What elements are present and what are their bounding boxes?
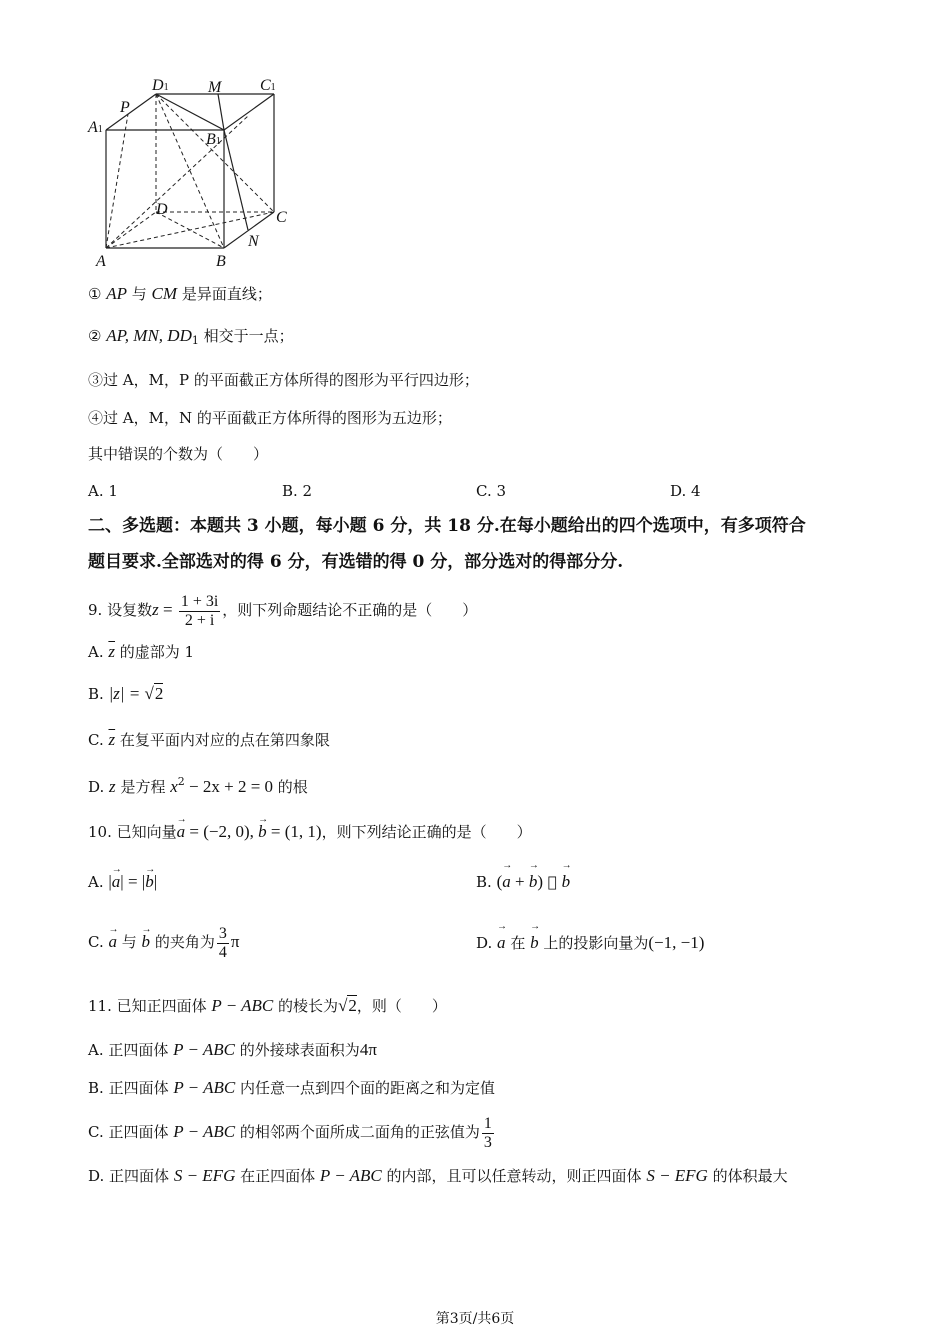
q11-fraction: $\frac{1}{3}$ xyxy=(483,1114,492,1151)
q9-stem: 9. 设复数z = $\frac{1 + 3i}{2 + i}$ ，则下列命题结论不正确的是（ ） xyxy=(88,592,478,629)
q9-option-c: C. $\overline{z}$ 在复平面内对应的点在第四象限 xyxy=(88,730,330,749)
q9-option-b: B. |z| = √2 xyxy=(88,684,164,703)
label-N: N xyxy=(248,233,259,250)
label-P: P xyxy=(120,99,130,116)
section-heading-line-2: 题目要求.全部选对的得 6 分，有选错的得 0 分，部分选对的得部分分. xyxy=(88,552,624,572)
cube-figure xyxy=(80,72,300,272)
label-C: C xyxy=(276,209,287,226)
label-C1: C1 xyxy=(260,77,276,94)
q8-option-d: D. 4 xyxy=(670,482,701,500)
page-footer: 第3页/共6页 xyxy=(435,1311,515,1327)
q11-option-a: A. 正四面体 P − ABC 的外接球表面积为4π xyxy=(88,1040,377,1059)
q8-item-1: ① AP 与 CM 是异面直线； xyxy=(88,284,272,303)
q8-option-c: C. 3 xyxy=(476,482,507,500)
q11-option-b: B. 正四面体 P − ABC 内任意一点到四个面的距离之和为定值 xyxy=(88,1078,495,1097)
q11-option-d: D. 正四面体 S − EFG 在正四面体 P − ABC 的内部，且可以任意转动，则正四面体 S − EFG 的体积最大 xyxy=(88,1166,788,1185)
q10-option-d: D. → a 在 → b 上的投影向量为(−1, −1) xyxy=(476,932,704,953)
label-M: M xyxy=(208,79,222,96)
q8-prompt: 其中错误的个数为（ ） xyxy=(88,445,269,463)
section-heading-line-1: 二、多选题：本题共 3 小题，每小题 6 分，共 18 分.在每小题给出的四个选项中，有多项符合 xyxy=(88,516,806,536)
q8-option-b: B. 2 xyxy=(282,482,313,500)
q8-option-a: A. 1 xyxy=(88,482,118,500)
q10-option-b: B. (→ a + → b) → b xyxy=(476,872,570,892)
q8-item-4: ④过 A，M，N 的平面截正方体所得的图形为五边形； xyxy=(88,409,452,427)
label-D: D xyxy=(156,201,168,218)
q10-stem: 10. 已知向量→ a = (−2, 0), → b = (1, 1)，则下列结论正确的是（ ） xyxy=(88,822,532,842)
section-heading xyxy=(88,508,868,580)
q9-option-a: A. $\overline{z}$ 的虚部为 1 xyxy=(88,642,195,661)
label-A1: A1 xyxy=(88,119,103,136)
q10-fraction: $\frac{3}{4}$ xyxy=(218,924,227,961)
q11-stem: 11. 已知正四面体 P − ABC 的棱长为√2，则（ ） xyxy=(88,996,447,1015)
q9-option-d: D. z 是方程 $x^2 - 2x + 2 = 0$ 的根 xyxy=(88,775,308,796)
q10-option-c: C. → a 与 → b 的夹角为 $\frac{3}{4}$ π xyxy=(88,922,239,962)
q10-option-a: A. |→ a| = |→ b| xyxy=(88,872,157,892)
q8-item-2: ② AP, MN, $DD_1$ 相交于一点； xyxy=(88,326,294,347)
label-A: A xyxy=(96,253,106,270)
label-B: B xyxy=(216,253,226,270)
label-D1: D1 xyxy=(152,77,169,94)
q11-option-c: C. 正四面体 P − ABC 的相邻两个面所成二面角的正弦值为 $\frac{1}{3}$ xyxy=(88,1114,492,1151)
q9-fraction: $\frac{1 + 3i}{2 + i}$ xyxy=(180,592,219,629)
q8-item-3: ③过 A，M，P 的平面截正方体所得的图形为平行四边形； xyxy=(88,371,479,389)
label-B1: B1 xyxy=(206,131,221,148)
